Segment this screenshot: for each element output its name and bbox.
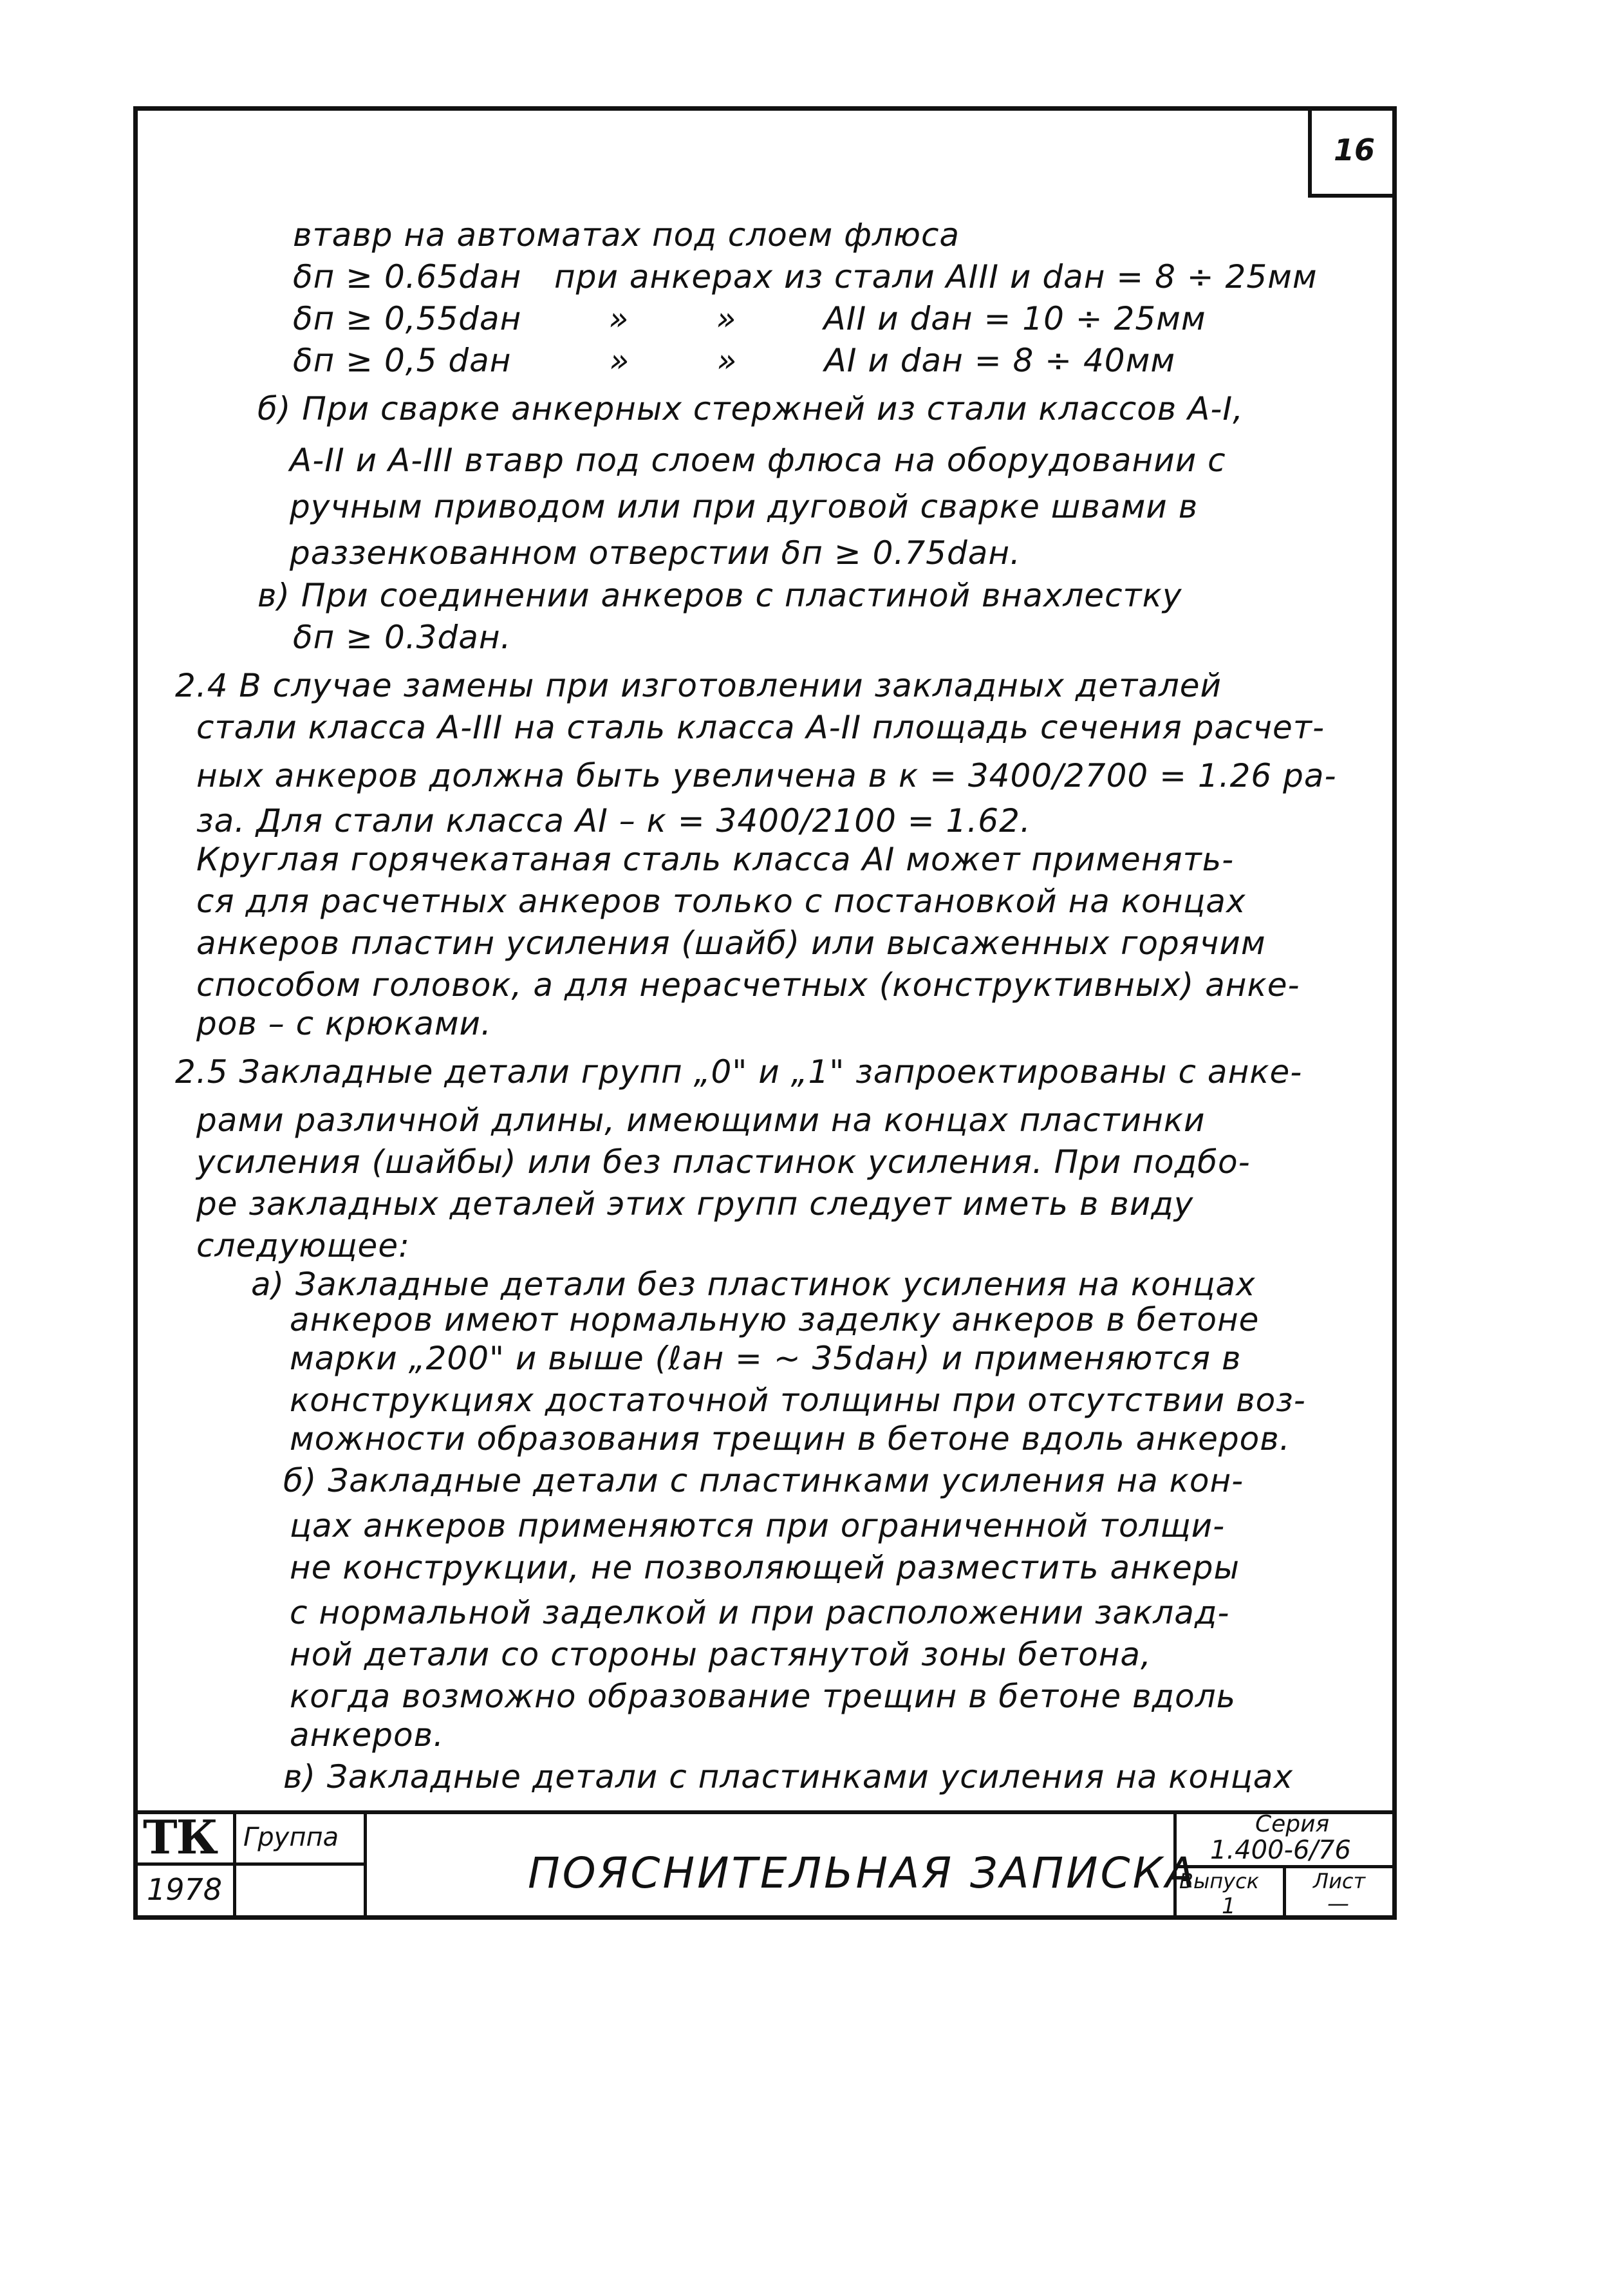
text-line: ре закладных деталей этих групп следует иметь в виду bbox=[196, 1185, 1194, 1223]
text-line: Круглая горячекатаная сталь класса AI может применять- bbox=[196, 841, 1235, 878]
year: 1978 bbox=[147, 1872, 223, 1907]
text-line: 2.5 Закладные детали групп „0" и „1" запроектированы с анке- bbox=[175, 1053, 1303, 1091]
text-line: A-II и A-III втавр под слоем флюса на оборудовании с bbox=[290, 442, 1226, 479]
text-line: усиления (шайбы) или без пластинок усиления. При подбо- bbox=[196, 1143, 1251, 1181]
text-line: раззенкованном отверстии δп ≥ 0.75dан. bbox=[290, 534, 1021, 572]
issue-value: 1 bbox=[1222, 1893, 1236, 1919]
text-line: анкеров. bbox=[290, 1716, 444, 1754]
text-line: способом головок, а для нерасчетных (конструктивных) анке- bbox=[196, 966, 1300, 1004]
text-line: б) При сварке анкерных стержней из стали классов A-I, bbox=[257, 390, 1244, 427]
text-line: δп ≥ 0,55dан » » AII и dан = 10 ÷ 25мм bbox=[293, 300, 1206, 337]
text-line: следующее: bbox=[196, 1227, 410, 1264]
text-line: за. Для стали класса AI – к = 3400/2100 = 1.62. bbox=[196, 802, 1031, 839]
series-value: 1.400-6/76 bbox=[1210, 1835, 1351, 1865]
text-line: ся для расчетных анкеров только с постановкой на концах bbox=[196, 883, 1246, 920]
sheet-number: 16 bbox=[1308, 106, 1397, 198]
text-line: в) При соединении анкеров с пластиной внахлестку bbox=[257, 577, 1182, 614]
text-line: стали класса A-III на сталь класса A-II площадь сечения расчет- bbox=[196, 709, 1325, 746]
text-line: а) Закладные детали без пластинок усиления на концах bbox=[251, 1266, 1256, 1303]
title-block-divider bbox=[233, 1862, 364, 1866]
series-label: Серия bbox=[1255, 1811, 1330, 1837]
document-title: ПОЯСНИТЕЛЬНАЯ ЗАПИСКА bbox=[528, 1848, 1197, 1898]
text-line: в) Закладные детали с пластинками усиления на концах bbox=[283, 1758, 1294, 1796]
text-line: марки „200" и выше (ℓан = ~ 35dан) и применяются в bbox=[290, 1340, 1242, 1377]
text-line: ной детали со стороны растянутой зоны бетона, bbox=[290, 1636, 1152, 1673]
title-block-divider bbox=[364, 1810, 367, 1920]
text-line: конструкциях достаточной толщины при отсутствии воз- bbox=[290, 1382, 1306, 1419]
group-label: Группа bbox=[243, 1823, 339, 1852]
text-line: 2.4 В случае замены при изготовлении закладных деталей bbox=[175, 667, 1222, 704]
text-line: втавр на автоматах под слоем флюса bbox=[293, 216, 960, 254]
text-line: б) Закладные детали с пластинками усиления на кон- bbox=[283, 1462, 1244, 1499]
text-line: ров – с крюками. bbox=[196, 1005, 492, 1042]
text-line: не конструкции, не позволяющей разместить анкеры bbox=[290, 1549, 1240, 1586]
text-line: δп ≥ 0.65dан при анкерах из стали AIII и dан = 8 ÷ 25мм bbox=[293, 258, 1318, 295]
org-mark: ТК bbox=[143, 1810, 218, 1864]
issue-label: Выпуск bbox=[1179, 1869, 1259, 1893]
text-line: δп ≥ 0.3dан. bbox=[293, 619, 512, 656]
sheet-value: — bbox=[1327, 1891, 1349, 1917]
text-line: анкеров пластин усиления (шайб) или высаженных горячим bbox=[196, 924, 1266, 962]
sheet-label: Лист bbox=[1313, 1869, 1366, 1893]
text-line: можности образования трещин в бетоне вдоль анкеров. bbox=[290, 1420, 1291, 1458]
text-line: цах анкеров применяются при ограниченной толщи- bbox=[290, 1507, 1226, 1544]
text-line: ручным приводом или при дуговой сварке швами в bbox=[290, 488, 1199, 525]
text-line: с нормальной заделкой и при расположении заклад- bbox=[290, 1594, 1230, 1631]
text-line: δп ≥ 0,5 dан » » AI и dан = 8 ÷ 40мм bbox=[293, 342, 1176, 379]
text-line: рами различной длины, имеющими на концах пластинки bbox=[196, 1102, 1206, 1139]
text-line: ных анкеров должна быть увеличена в к = 3400/2700 = 1.26 ра- bbox=[196, 757, 1337, 794]
text-line: анкеров имеют нормальную заделку анкеров в бетоне bbox=[290, 1301, 1260, 1338]
title-block-divider bbox=[1283, 1865, 1286, 1920]
text-line: когда возможно образование трещин в бетоне вдоль bbox=[290, 1678, 1237, 1715]
